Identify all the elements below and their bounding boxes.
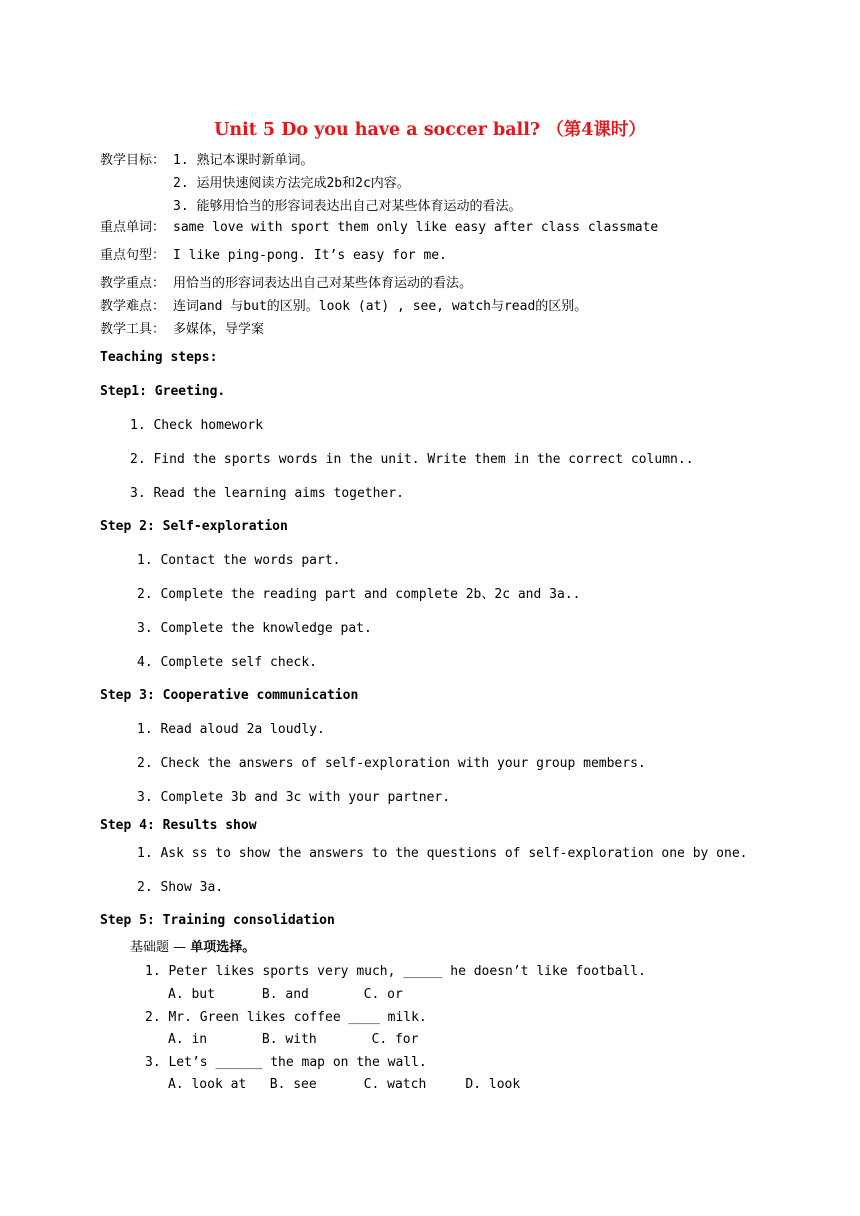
step3-item: 1. Read aloud 2a loudly.	[137, 722, 325, 737]
step2-item: 4. Complete self check.	[137, 655, 318, 670]
focus-text: 用恰当的形容词表达出自己对某些体育运动的看法。	[173, 276, 473, 291]
objectives-label: 教学目标：	[100, 153, 166, 168]
step5-heading: Step 5: Training consolidation	[100, 913, 335, 928]
exercise-level-label: 基础题 —	[130, 940, 191, 955]
key-sentence-label: 重点句型：	[100, 248, 166, 263]
difficulty-label: 教学难点：	[100, 299, 166, 314]
objective-item: 2. 运用快速阅读方法完成2b和2c内容。	[173, 176, 410, 191]
key-sentence-text: I like ping-pong. It’s easy for me.	[173, 248, 447, 263]
step4-heading: Step 4: Results show	[100, 818, 257, 833]
step2-item: 3. Complete the knowledge pat.	[137, 621, 372, 636]
key-words-label: 重点单词：	[100, 220, 166, 235]
step1-heading: Step1: Greeting.	[100, 384, 226, 399]
question-text: 1. Peter likes sports very much, _____ he doesn’t like football.	[145, 964, 646, 979]
step4-item: 2. Show 3a.	[137, 880, 224, 895]
question-text: 2. Mr. Green likes coffee ____ milk.	[145, 1010, 427, 1025]
page-title: Unit 5 Do you have a soccer ball? （第4课时）	[214, 120, 646, 140]
step3-heading: Step 3: Cooperative communication	[100, 688, 359, 703]
question-options: A. look at B. see C. watch D. look	[168, 1077, 521, 1092]
tools-label: 教学工具：	[100, 322, 166, 337]
key-words-text: same love with sport them only like easy after class classmate	[173, 220, 659, 235]
step1-item: 3. Read the learning aims together.	[130, 486, 404, 501]
step2-item: 1. Contact the words part.	[137, 553, 341, 568]
question-options: A. in B. with C. for	[168, 1032, 419, 1047]
question-text: 3. Let’s ______ the map on the wall.	[145, 1055, 427, 1070]
step4-item: 1. Ask ss to show the answers to the questions of self-exploration one by one.	[137, 846, 748, 861]
step3-item: 3. Complete 3b and 3c with your partner.	[137, 790, 451, 805]
step3-item: 2. Check the answers of self-exploration with your group members.	[137, 756, 646, 771]
focus-label: 教学重点：	[100, 276, 166, 291]
exercise-heading	[130, 940, 255, 956]
step2-heading: Step 2: Self-exploration	[100, 519, 288, 534]
step2-item: 2. Complete the reading part and complete 2b、2c and 3a..	[137, 587, 581, 602]
step1-item: 2. Find the sports words in the unit. Write them in the correct column..	[130, 452, 694, 467]
objective-item: 3. 能够用恰当的形容词表达出自己对某些体育运动的看法。	[173, 199, 522, 214]
tools-text: 多媒体，导学案	[173, 322, 265, 337]
exercise-title: 单项选择。	[190, 940, 256, 955]
teaching-steps-heading: Teaching steps:	[100, 350, 218, 365]
difficulty-text: 连词and 与but的区别。look (at) , see, watch与read的区别。	[173, 299, 588, 314]
step1-item: 1. Check homework	[130, 418, 264, 433]
objective-item: 1. 熟记本课时新单词。	[173, 153, 314, 168]
question-options: A. but B. and C. or	[168, 987, 403, 1002]
